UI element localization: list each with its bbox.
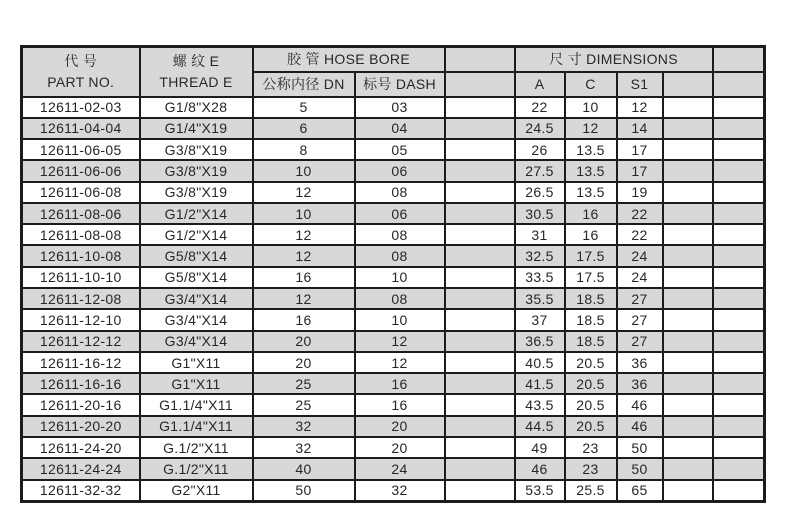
- dim-a-cell: 37: [515, 309, 565, 330]
- dash-cell: 06: [355, 160, 445, 181]
- table-row: [22, 352, 765, 373]
- thread-cell: G1/8"X28: [140, 97, 253, 118]
- dim-s1-cell: 27: [617, 288, 663, 309]
- spacer-cell: [713, 160, 765, 181]
- part-no-cell: 12611-08-08: [22, 224, 140, 245]
- dim-a-cell: 24.5: [515, 118, 565, 139]
- dim-a-cell: 26.5: [515, 182, 565, 203]
- dim-s1-cell: 50: [617, 437, 663, 458]
- dim-s1-cell: 22: [617, 224, 663, 245]
- dash-cell: 12: [355, 331, 445, 352]
- table-row: [22, 97, 765, 118]
- part-no-cell: 12611-10-08: [22, 245, 140, 266]
- header-col-s1: S1: [617, 72, 663, 97]
- part-no-cell: 12611-20-20: [22, 416, 140, 437]
- dash-cell: 10: [355, 309, 445, 330]
- spacer-cell: [445, 352, 515, 373]
- dim-s1-cell: 27: [617, 331, 663, 352]
- dash-cell: 20: [355, 416, 445, 437]
- dim-a-cell: 32.5: [515, 245, 565, 266]
- header-thread-en: THREAD E: [159, 73, 233, 90]
- spacer-cell: [663, 352, 713, 373]
- table-row: [22, 160, 765, 181]
- dash-cell: 08: [355, 288, 445, 309]
- spacer-cell: [713, 267, 765, 288]
- table-row: [22, 394, 765, 415]
- dn-cell: 16: [253, 267, 355, 288]
- header-spacer-top-left: [445, 47, 515, 72]
- spacer-cell: [663, 245, 713, 266]
- part-no-cell: 12611-04-04: [22, 118, 140, 139]
- spacer-cell: [663, 182, 713, 203]
- spacer-cell: [663, 224, 713, 245]
- dim-a-cell: 49: [515, 437, 565, 458]
- spacer-cell: [663, 480, 713, 502]
- dim-s1-cell: 24: [617, 245, 663, 266]
- dn-cell: 12: [253, 182, 355, 203]
- thread-cell: G3/4"X14: [140, 309, 253, 330]
- dash-cell: 05: [355, 139, 445, 160]
- dim-s1-cell: 19: [617, 182, 663, 203]
- spacer-cell: [713, 203, 765, 224]
- dim-s1-cell: 14: [617, 118, 663, 139]
- thread-cell: G2"X11: [140, 480, 253, 502]
- thread-cell: G3/8"X19: [140, 160, 253, 181]
- table-row: [22, 309, 765, 330]
- table-row: [22, 458, 765, 479]
- spacer-cell: [445, 139, 515, 160]
- spacer-cell: [663, 267, 713, 288]
- dim-a-cell: 30.5: [515, 203, 565, 224]
- part-no-cell: 12611-06-05: [22, 139, 140, 160]
- dash-cell: 08: [355, 245, 445, 266]
- spacer-cell: [445, 160, 515, 181]
- spacer-cell: [713, 309, 765, 330]
- dim-s1-cell: 17: [617, 139, 663, 160]
- part-no-cell: 12611-24-24: [22, 458, 140, 479]
- header-dash: 标号 DASH: [355, 72, 445, 97]
- thread-cell: G3/8"X19: [140, 182, 253, 203]
- part-no-cell: 12611-12-12: [22, 331, 140, 352]
- dim-c-cell: 10: [565, 97, 617, 118]
- spacer-cell: [663, 437, 713, 458]
- spacer-cell: [445, 416, 515, 437]
- spacer-cell: [445, 437, 515, 458]
- dash-cell: 08: [355, 182, 445, 203]
- dim-a-cell: 46: [515, 458, 565, 479]
- dim-c-cell: 18.5: [565, 309, 617, 330]
- part-no-cell: 12611-24-20: [22, 437, 140, 458]
- dn-cell: 20: [253, 352, 355, 373]
- table-header: [22, 47, 765, 97]
- spacer-cell: [713, 288, 765, 309]
- dn-cell: 10: [253, 160, 355, 181]
- part-no-cell: 12611-06-06: [22, 160, 140, 181]
- thread-cell: G1.1/4"X11: [140, 394, 253, 415]
- dim-c-cell: 13.5: [565, 182, 617, 203]
- table-body: [22, 97, 765, 502]
- thread-cell: G.1/2"X11: [140, 437, 253, 458]
- dash-cell: 24: [355, 458, 445, 479]
- part-no-cell: 12611-08-06: [22, 203, 140, 224]
- header-hose-bore: 胶 管 HOSE BORE: [253, 47, 445, 72]
- table-row: [22, 139, 765, 160]
- header-row-top: [22, 47, 765, 72]
- header-thread-zh: 螺 纹 E: [172, 53, 220, 70]
- dim-a-cell: 31: [515, 224, 565, 245]
- header-dn: 公称内径 DN: [253, 72, 355, 97]
- spacer-cell: [713, 331, 765, 352]
- part-no-cell: 12611-12-08: [22, 288, 140, 309]
- thread-cell: G3/4"X14: [140, 288, 253, 309]
- dim-s1-cell: 24: [617, 267, 663, 288]
- spacer-cell: [713, 352, 765, 373]
- dash-cell: 03: [355, 97, 445, 118]
- header-col-a: A: [515, 72, 565, 97]
- thread-cell: G1"X11: [140, 352, 253, 373]
- spacer-cell: [663, 139, 713, 160]
- table-row: [22, 437, 765, 458]
- header-spacer-sub-right: [713, 72, 765, 97]
- spacer-cell: [713, 394, 765, 415]
- thread-cell: G5/8"X14: [140, 245, 253, 266]
- dim-c-cell: 12: [565, 118, 617, 139]
- spacer-cell: [713, 182, 765, 203]
- dim-c-cell: 13.5: [565, 139, 617, 160]
- dash-cell: 16: [355, 394, 445, 415]
- dim-s1-cell: 65: [617, 480, 663, 502]
- dim-a-cell: 53.5: [515, 480, 565, 502]
- spacer-cell: [445, 480, 515, 502]
- spacer-cell: [663, 97, 713, 118]
- spacer-cell: [663, 331, 713, 352]
- thread-cell: G1"X11: [140, 373, 253, 394]
- header-part-no: [22, 47, 140, 97]
- dim-c-cell: 16: [565, 224, 617, 245]
- spacer-cell: [445, 97, 515, 118]
- dim-s1-cell: 12: [617, 97, 663, 118]
- dim-c-cell: 20.5: [565, 352, 617, 373]
- dash-cell: 04: [355, 118, 445, 139]
- spacer-cell: [663, 309, 713, 330]
- header-part-no-en: PART NO.: [47, 73, 115, 90]
- spacer-cell: [663, 118, 713, 139]
- table-row: [22, 480, 765, 502]
- thread-cell: G3/4"X14: [140, 331, 253, 352]
- dn-cell: 12: [253, 288, 355, 309]
- spacer-cell: [445, 224, 515, 245]
- header-spacer-sub-left: [445, 72, 515, 97]
- table-row: [22, 288, 765, 309]
- table-row: [22, 182, 765, 203]
- header-part-no-zh: 代 号: [64, 53, 98, 70]
- part-no-cell: 12611-32-32: [22, 480, 140, 502]
- dim-s1-cell: 46: [617, 416, 663, 437]
- dim-c-cell: 16: [565, 203, 617, 224]
- spacer-cell: [663, 394, 713, 415]
- dim-a-cell: 43.5: [515, 394, 565, 415]
- dim-c-cell: 25.5: [565, 480, 617, 502]
- dn-cell: 32: [253, 437, 355, 458]
- header-spacer-sub-mid: [663, 72, 713, 97]
- dn-cell: 16: [253, 309, 355, 330]
- table-row: [22, 203, 765, 224]
- spacer-cell: [445, 288, 515, 309]
- spacer-cell: [713, 97, 765, 118]
- spacer-cell: [445, 309, 515, 330]
- dim-a-cell: 27.5: [515, 160, 565, 181]
- part-no-cell: 12611-20-16: [22, 394, 140, 415]
- dim-c-cell: 20.5: [565, 394, 617, 415]
- dim-s1-cell: 36: [617, 352, 663, 373]
- thread-cell: G1/2"X14: [140, 203, 253, 224]
- dim-a-cell: 35.5: [515, 288, 565, 309]
- spacer-cell: [445, 245, 515, 266]
- dn-cell: 20: [253, 331, 355, 352]
- dn-cell: 12: [253, 245, 355, 266]
- dim-s1-cell: 36: [617, 373, 663, 394]
- dim-a-cell: 26: [515, 139, 565, 160]
- dim-c-cell: 23: [565, 437, 617, 458]
- dim-s1-cell: 22: [617, 203, 663, 224]
- spacer-cell: [663, 288, 713, 309]
- dn-cell: 12: [253, 224, 355, 245]
- thread-cell: G5/8"X14: [140, 267, 253, 288]
- dim-s1-cell: 17: [617, 160, 663, 181]
- dim-s1-cell: 50: [617, 458, 663, 479]
- thread-cell: G1/4"X19: [140, 118, 253, 139]
- part-no-cell: 12611-06-08: [22, 182, 140, 203]
- thread-cell: G3/8"X19: [140, 139, 253, 160]
- dn-cell: 6: [253, 118, 355, 139]
- dim-c-cell: 18.5: [565, 331, 617, 352]
- thread-cell: G.1/2"X11: [140, 458, 253, 479]
- dim-a-cell: 44.5: [515, 416, 565, 437]
- spacer-cell: [663, 203, 713, 224]
- dim-a-cell: 33.5: [515, 267, 565, 288]
- dash-cell: 16: [355, 373, 445, 394]
- spacer-cell: [663, 160, 713, 181]
- dash-cell: 12: [355, 352, 445, 373]
- dn-cell: 32: [253, 416, 355, 437]
- spacer-cell: [713, 480, 765, 502]
- parts-specification-table-wrap: [20, 45, 766, 503]
- dim-c-cell: 20.5: [565, 373, 617, 394]
- spacer-cell: [445, 267, 515, 288]
- spacer-cell: [445, 394, 515, 415]
- dn-cell: 40: [253, 458, 355, 479]
- spacer-cell: [445, 182, 515, 203]
- dn-cell: 8: [253, 139, 355, 160]
- spacer-cell: [713, 416, 765, 437]
- spacer-cell: [713, 139, 765, 160]
- dim-s1-cell: 46: [617, 394, 663, 415]
- dim-c-cell: 13.5: [565, 160, 617, 181]
- dash-cell: 08: [355, 224, 445, 245]
- part-no-cell: 12611-16-12: [22, 352, 140, 373]
- dn-cell: 10: [253, 203, 355, 224]
- dn-cell: 25: [253, 373, 355, 394]
- dim-s1-cell: 27: [617, 309, 663, 330]
- part-no-cell: 12611-10-10: [22, 267, 140, 288]
- dim-c-cell: 23: [565, 458, 617, 479]
- dim-c-cell: 17.5: [565, 245, 617, 266]
- spacer-cell: [713, 458, 765, 479]
- header-spacer-top-right: [713, 47, 765, 72]
- table-row: [22, 373, 765, 394]
- spacer-cell: [445, 373, 515, 394]
- dn-cell: 25: [253, 394, 355, 415]
- header-col-c: C: [565, 72, 617, 97]
- spacer-cell: [713, 373, 765, 394]
- spacer-cell: [445, 203, 515, 224]
- spacer-cell: [713, 224, 765, 245]
- part-no-cell: 12611-02-03: [22, 97, 140, 118]
- thread-cell: G1.1/4"X11: [140, 416, 253, 437]
- table-row: [22, 331, 765, 352]
- spacer-cell: [445, 458, 515, 479]
- thread-cell: G1/2"X14: [140, 224, 253, 245]
- spacer-cell: [663, 416, 713, 437]
- dim-c-cell: 18.5: [565, 288, 617, 309]
- dim-a-cell: 40.5: [515, 352, 565, 373]
- dim-c-cell: 20.5: [565, 416, 617, 437]
- spacer-cell: [663, 373, 713, 394]
- header-dimensions: 尺 寸 DIMENSIONS: [515, 47, 713, 72]
- spacer-cell: [713, 118, 765, 139]
- dash-cell: 06: [355, 203, 445, 224]
- dash-cell: 20: [355, 437, 445, 458]
- dim-a-cell: 41.5: [515, 373, 565, 394]
- table-row: [22, 416, 765, 437]
- dash-cell: 10: [355, 267, 445, 288]
- dn-cell: 50: [253, 480, 355, 502]
- spacer-cell: [445, 118, 515, 139]
- part-no-cell: 12611-12-10: [22, 309, 140, 330]
- dash-cell: 32: [355, 480, 445, 502]
- dn-cell: 5: [253, 97, 355, 118]
- table-row: [22, 224, 765, 245]
- table-row: [22, 118, 765, 139]
- spacer-cell: [663, 458, 713, 479]
- spacer-cell: [713, 437, 765, 458]
- parts-specification-table: [20, 45, 766, 503]
- header-thread: [140, 47, 253, 97]
- dim-c-cell: 17.5: [565, 267, 617, 288]
- dim-a-cell: 36.5: [515, 331, 565, 352]
- table-row: [22, 245, 765, 266]
- spacer-cell: [445, 331, 515, 352]
- dim-a-cell: 22: [515, 97, 565, 118]
- table-row: [22, 267, 765, 288]
- part-no-cell: 12611-16-16: [22, 373, 140, 394]
- spacer-cell: [713, 245, 765, 266]
